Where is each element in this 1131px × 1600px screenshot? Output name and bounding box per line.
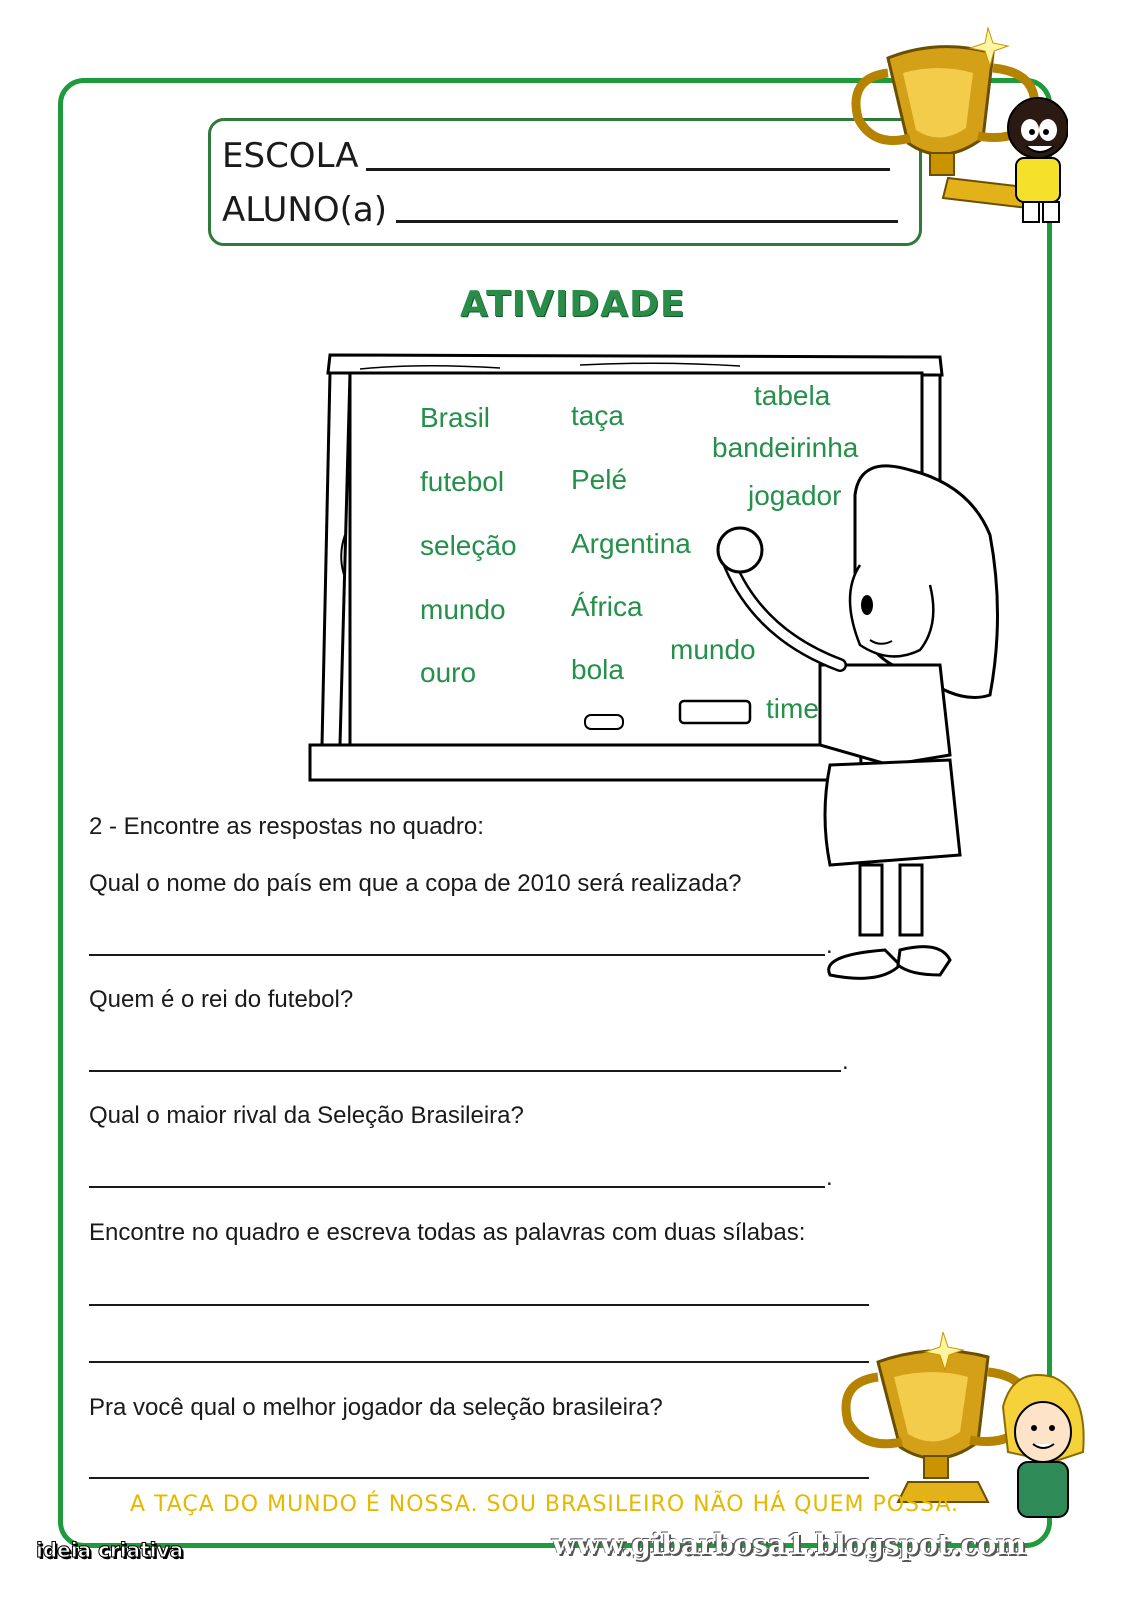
school-label: ESCOLA [222,136,359,176]
website-text: www.gibarbosa1.blogspot.com [552,1528,1026,1561]
board-word-time: time [766,693,819,724]
board-word-ouro: ouro [420,657,477,688]
student-name-field[interactable] [396,220,898,223]
brand-logo: ideia criativa [36,1538,184,1562]
board-word-bola: bola [571,654,624,685]
student-label: ALUNO(a) [222,190,387,230]
board-word-jogador: jogador [748,480,842,511]
activity-title: ATIVIDADE [460,284,686,325]
slogan-text: A TAÇA DO MUNDO É NOSSA. SOU BRASILEIRO NÃO HÁ QUEM POSSA. [130,1492,960,1517]
school-name-field[interactable] [366,168,890,171]
answer-line-1[interactable] [89,954,825,956]
question-1: Qual o nome do país em que a copa de 2010 será realizada? [89,870,742,897]
board-word-selecao: seleção [420,530,517,561]
trophy-icon [856,28,1035,208]
board-word-futebol: futebol [420,466,505,497]
board-word-tabela: tabela [754,380,831,411]
board-word-bandeirinha: bandeirinha [712,432,859,463]
question-3: Qual o maior rival da Seleção Brasileira? [89,1102,524,1129]
trophy-icon [846,1332,1028,1502]
answer-line-3[interactable] [89,1186,825,1188]
board-word-mundo: mundo [420,594,506,625]
question-2: Quem é o rei do futebol? [89,986,354,1013]
answer-period-3: . [826,1164,833,1191]
answer-line-5[interactable] [89,1477,869,1479]
board-word-taca: taça [571,400,624,431]
answer-line-4a[interactable] [89,1304,869,1306]
answer-period-1: . [826,932,833,959]
answer-line-2[interactable] [89,1070,841,1072]
board-word-pele: Pelé [571,464,628,495]
question-5: Pra você qual o melhor jogador da seleção brasileira? [89,1394,663,1421]
question-4: Encontre no quadro e escreva todas as palavras com duas sílabas: [89,1219,806,1246]
board-word-africa: África [571,591,643,622]
boy-with-trophy-icon [848,18,1068,228]
board-word-brasil: Brasil [420,402,491,433]
board-word-argentina: Argentina [571,528,691,559]
instruction-text: 2 - Encontre as respostas no quadro: [89,813,484,840]
answer-line-4b[interactable] [89,1361,869,1363]
answer-period-2: . [842,1048,849,1075]
board-word-mundo-2: mundo [670,634,756,665]
